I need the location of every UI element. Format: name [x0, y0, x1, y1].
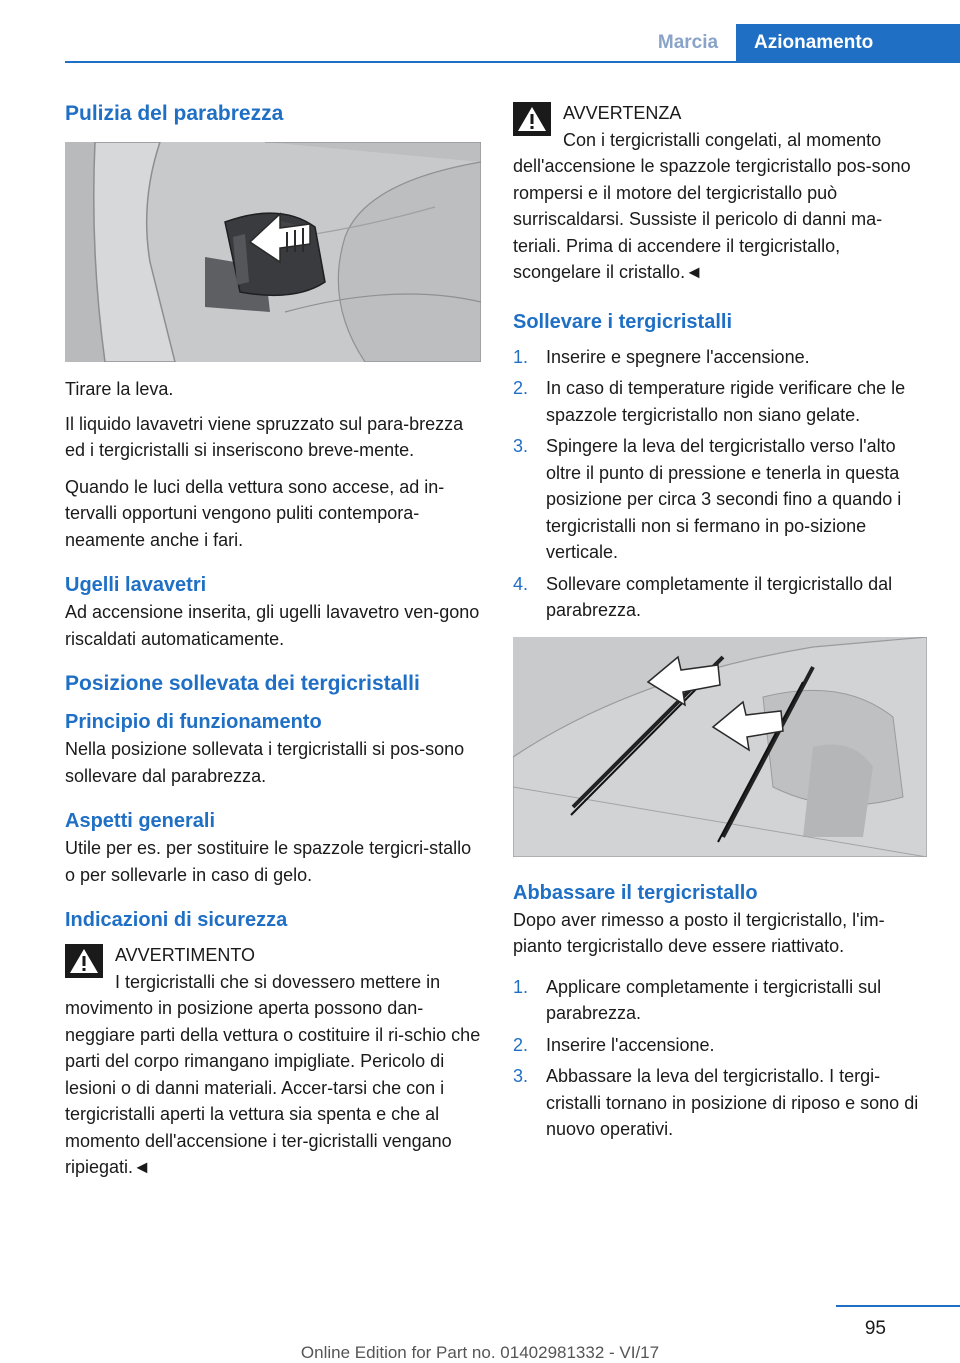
text-ugelli: Ad accensione inserita, gli ugelli lavavetro ven-gono riscaldati automaticamente.	[65, 602, 480, 649]
raised-wipers-illustration	[513, 637, 927, 857]
heading-aspetti: Aspetti generali	[65, 810, 216, 832]
text-abbassare: Dopo aver rimesso a posto il tergicristallo, l'im-pianto tergicristallo deve essere riattivato.	[513, 909, 885, 956]
list-item: 4. Sollevare completamente il tergicristallo dal parabrezza.	[513, 573, 893, 620]
left-column	[65, 100, 483, 1181]
heading-ugelli: Ugelli lavavetri	[65, 574, 207, 596]
warning-triangle-icon	[65, 944, 103, 978]
list-item: 1. Applicare completamente i tergicristalli sul parabrezza.	[513, 976, 882, 1023]
heading-principio: Principio di funzionamento	[65, 711, 322, 733]
heading-sollevare: Sollevare i tergicristalli	[513, 310, 732, 333]
list-item: 1. Inserire e spegnere l'accensione.	[513, 346, 810, 367]
steps-sollevare	[513, 344, 927, 624]
warning-title: AVVERTIMENTO	[115, 945, 256, 965]
list-item: 3. Spingere la leva del tergicristallo verso l'alto oltre il punto di pressione e tenerla in questa posizione per circa 3 secondi fino a quando i tergicristalli non si fermano in po-sizione verticale.	[513, 436, 902, 562]
text-liquido: Il liquido lavavetri viene spruzzato sul para-brezza ed i tergicristalli si inseriscono breve-mente.	[65, 413, 464, 460]
heading-pulizia: Pulizia del parabrezza	[65, 102, 284, 125]
heading-abbassare: Abbassare il tergicristallo	[513, 881, 758, 904]
footer-rule	[836, 1305, 960, 1307]
header-chapter-tab: Azionamento	[736, 24, 960, 61]
warning-box-avvertimento	[65, 942, 483, 1181]
text-luci: Quando le luci della vettura sono accese, ad in-tervalli opportuni vengono puliti contempora-neamente anche i fari.	[65, 476, 445, 550]
steps-abbassare	[513, 974, 927, 1143]
edition-footer: Online Edition for Part no. 01402981332 - VI/17	[300, 1343, 660, 1362]
text-tirare: Tirare la leva.	[65, 379, 174, 399]
list-item: 2. In caso di temperature rigide verificare che le spazzole tergicristallo non siano gelate.	[513, 378, 906, 425]
warning-text: I tergicristalli che si dovessero mettere in movimento in posizione aperta possono dan-neggiare parti della vettura o costituire il ri-schio che parti del corpo rimangano impigliate. Pericolo di lesioni o di danni materiali. Accer-tarsi che con i tergicristalli aperti la vettura sia spenta e che al momento dell'accensione i ter-gicristalli vengano ripiegati.◄	[65, 971, 481, 1177]
header-rule	[65, 61, 960, 63]
text-aspetti: Utile per es. per sostituire le spazzole tergicri-stallo o per sollevarle in caso di gelo.	[65, 838, 472, 885]
wiper-lever-illustration	[65, 142, 481, 362]
warning-title: AVVERTENZA	[563, 103, 682, 123]
text-principio: Nella posizione sollevata i tergicristalli si pos-sono sollevare dal parabrezza.	[65, 739, 465, 786]
list-item: 2. Inserire l'accensione.	[513, 1034, 715, 1055]
warning-triangle-icon	[513, 102, 551, 136]
heading-posizione-sollevata: Posizione sollevata dei tergicristalli	[65, 672, 420, 695]
right-column	[513, 100, 927, 1148]
warning-text: Con i tergicristalli congelati, al momento dell'accensione le spazzole tergicristallo pos-sono rompersi e il motore del tergicristallo può surriscaldarsi. Sussiste il pericolo di danni ma-teriali. Prima di accendere il tergicristallo, scongelare il cristallo.◄	[513, 129, 911, 282]
list-item: 3. Abbassare la leva del tergicristallo. I tergi-cristalli tornano in posizione di riposo e sono di nuovo operativi.	[513, 1066, 919, 1139]
warning-box-avvertenza	[513, 100, 927, 286]
page-number: 95	[864, 1318, 886, 1339]
header-section-tab: Marcia	[657, 31, 719, 53]
heading-sicurezza: Indicazioni di sicurezza	[65, 909, 288, 931]
